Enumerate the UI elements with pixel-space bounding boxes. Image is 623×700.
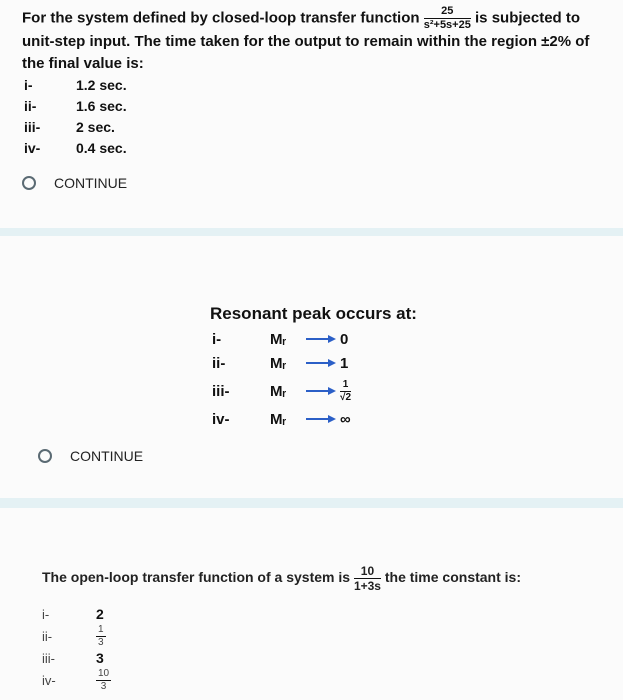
question-1-transfer-function xyxy=(424,6,471,31)
question-3-tf-numerator: 10 xyxy=(354,565,381,579)
question-3-tf-denominator: 1+3s xyxy=(353,579,381,593)
option-row xyxy=(212,407,351,431)
option-label: i- xyxy=(212,330,222,348)
question-1-tf-numerator: 25 xyxy=(424,6,471,19)
radio-circle-icon[interactable] xyxy=(38,449,52,463)
question-1-text-after: is subjected to unit-step input. The time taken for the output to remain within the region ±2% of the final value is: xyxy=(22,9,590,72)
question-1-options xyxy=(24,74,127,158)
option-row xyxy=(212,327,351,351)
option-label: i- xyxy=(42,606,50,622)
right-arrow-icon xyxy=(306,386,336,396)
option-label: iv- xyxy=(42,672,56,688)
option-row xyxy=(24,137,127,158)
option-row xyxy=(212,351,351,375)
question-2-title: Resonant peak occurs at: xyxy=(210,304,417,323)
option-row xyxy=(42,647,111,669)
option-label: iv- xyxy=(24,139,41,156)
question-3-text-after: the time constant is: xyxy=(384,569,521,586)
option-row xyxy=(42,625,111,647)
option-fraction xyxy=(96,625,106,648)
question-1-text xyxy=(22,6,607,75)
right-arrow-icon xyxy=(306,414,336,424)
fraction-denominator: √2 xyxy=(340,391,352,403)
option-row xyxy=(42,669,111,691)
option-row xyxy=(42,603,111,625)
option-value: 1.6 sec. xyxy=(76,97,127,114)
continue-button-2[interactable] xyxy=(38,448,143,464)
option-value: 2 xyxy=(96,606,104,622)
resonant-peak-symbol: Mᵣ xyxy=(270,410,287,428)
option-value: 0 xyxy=(340,330,349,348)
continue-label: CONTINUE xyxy=(70,448,144,464)
option-row xyxy=(24,95,127,116)
fraction-numerator: 1 xyxy=(98,623,104,635)
option-row xyxy=(212,375,351,407)
question-3-text xyxy=(42,565,612,592)
resonant-peak-symbol: Mᵣ xyxy=(270,354,287,372)
option-value: 2 sec. xyxy=(76,118,115,135)
question-3-transfer-function xyxy=(354,565,381,592)
option-fraction xyxy=(340,380,351,403)
question-card-1 xyxy=(0,0,623,228)
option-label: ii- xyxy=(212,354,226,372)
option-value: 0.4 sec. xyxy=(76,139,127,156)
option-value: 1.2 sec. xyxy=(76,76,127,93)
fraction-denominator: 3 xyxy=(100,680,107,692)
right-arrow-icon xyxy=(306,334,336,344)
continue-button-1[interactable] xyxy=(22,175,127,191)
option-label: ii- xyxy=(42,628,53,644)
option-row xyxy=(24,74,127,95)
option-label: iii- xyxy=(42,650,55,666)
option-label: iii- xyxy=(24,118,41,135)
fraction-numerator: 10 xyxy=(98,667,110,679)
fraction-numerator: 1 xyxy=(340,380,351,392)
question-3-text-before: The open-loop transfer function of a system is xyxy=(42,569,351,586)
question-2-options xyxy=(212,327,351,431)
question-3-options xyxy=(42,603,111,691)
continue-label: CONTINUE xyxy=(54,175,128,191)
right-arrow-icon xyxy=(306,358,336,368)
question-1-tf-denominator: s²+5s+25 xyxy=(423,19,471,31)
option-row xyxy=(24,116,127,137)
option-value: 1 xyxy=(340,354,349,372)
option-label: iii- xyxy=(212,382,230,400)
radio-circle-icon[interactable] xyxy=(22,176,36,190)
option-label: ii- xyxy=(24,97,37,114)
question-1-text-before: For the system defined by closed-loop transfer function xyxy=(22,9,420,27)
option-value: ∞ xyxy=(340,410,351,428)
fraction-denominator: 3 xyxy=(98,636,104,648)
resonant-peak-symbol: Mᵣ xyxy=(270,330,287,348)
option-label: i- xyxy=(24,76,33,93)
resonant-peak-symbol: Mᵣ xyxy=(270,382,287,400)
option-label: iv- xyxy=(212,410,230,428)
option-value: 3 xyxy=(96,650,104,666)
option-fraction xyxy=(96,669,111,692)
